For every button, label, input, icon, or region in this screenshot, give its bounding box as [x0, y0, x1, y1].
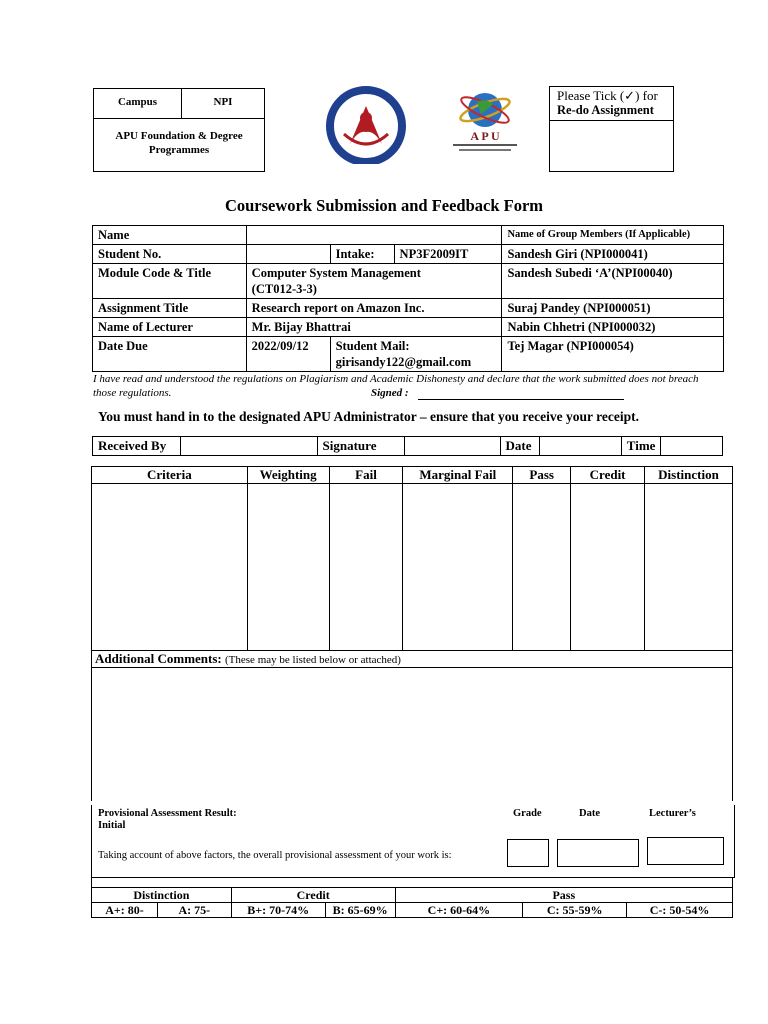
comments-header-row	[92, 651, 733, 668]
campus-label: Campus	[117, 96, 158, 108]
criteria-cell[interactable]	[92, 484, 248, 651]
group-member-4: Nabin Chhetri (NPI000032)	[502, 318, 724, 337]
student-no-row	[93, 245, 724, 264]
criteria-body-row	[92, 484, 733, 651]
band-pass: Pass	[395, 888, 732, 903]
module-title: Computer System Management	[251, 266, 421, 280]
name-label: Name	[93, 226, 247, 245]
lecturer-row	[93, 318, 724, 337]
comments-note: (These may be listed below or attached)	[225, 654, 401, 666]
range-c: C: 55-59%	[523, 903, 627, 918]
range-c-plus: C+: 60-64%	[395, 903, 523, 918]
pass-header: Pass	[513, 467, 571, 484]
redo-instruction: Please Tick (✓) for	[557, 88, 658, 103]
range-b-plus: B+: 70-74%	[231, 903, 325, 918]
group-member-1: Sandesh Giri (NPI000041)	[502, 245, 724, 264]
time-field[interactable]	[661, 437, 723, 456]
mail-value: girisandy122@gmail.com	[335, 355, 472, 369]
form-title: Coursework Submission and Feedback Form	[224, 196, 544, 215]
apu-logo-text: A P U	[470, 129, 500, 143]
comments-area[interactable]	[92, 668, 733, 802]
grade-bands-table	[91, 877, 733, 918]
infomax-logo	[326, 84, 406, 164]
pass-cell[interactable]	[513, 484, 571, 651]
due-row	[93, 337, 724, 372]
grades-spacer-row	[92, 878, 733, 888]
credit-header: Credit	[571, 467, 645, 484]
plagiarism-declaration: I have read and understood the regulations on Plagiarism and Academic Dishonesty and declare that the work submitted does not breach those regulations.	[93, 373, 699, 399]
receipt-table	[92, 436, 723, 456]
initial-text: Initial	[98, 820, 126, 831]
assessment-date-box[interactable]	[557, 839, 639, 867]
group-member-5: Tej Magar (NPI000054)	[502, 337, 724, 372]
band-distinction: Distinction	[92, 888, 232, 903]
criteria-table	[91, 466, 733, 801]
mail-label: Student Mail:	[335, 339, 410, 353]
name-row	[93, 226, 724, 245]
assessment-statement: Taking account of above factors, the overall provisional assessment of your work is:	[98, 850, 452, 861]
group-member-3: Suraj Pandey (NPI000051)	[502, 299, 724, 318]
fail-header: Fail	[329, 467, 403, 484]
lecturer-initial-box[interactable]	[647, 837, 724, 865]
date-field[interactable]	[540, 437, 621, 456]
assignment-value: Research report on Amazon Inc.	[246, 299, 502, 318]
range-c-minus: C-: 50-54%	[627, 903, 733, 918]
student-no-label: Student No.	[93, 245, 247, 264]
provisional-label	[98, 808, 237, 832]
grade-box[interactable]	[507, 839, 549, 867]
range-a-plus: A+: 80-	[92, 903, 158, 918]
range-b: B: 65-69%	[325, 903, 395, 918]
signed-label: Signed :	[371, 387, 409, 399]
intake-label: Intake:	[330, 245, 394, 264]
comments-label: Additional Comments:	[95, 651, 222, 666]
lecturer-value: Mr. Bijay Bhattrai	[246, 318, 502, 337]
student-no-field[interactable]	[246, 245, 330, 264]
signature-label: Signature	[317, 437, 405, 456]
weighting-cell[interactable]	[247, 484, 329, 651]
comments-body-row	[92, 668, 733, 802]
distinction-header: Distinction	[645, 467, 733, 484]
apu-logo	[443, 88, 528, 158]
marginal-fail-header: Marginal Fail	[403, 467, 513, 484]
assignment-row	[93, 299, 724, 318]
criteria-header-row	[92, 467, 733, 484]
group-members-header: Name of Group Members (If Applicable)	[502, 226, 724, 245]
received-by-label: Received By	[93, 437, 181, 456]
marginal-fail-cell[interactable]	[403, 484, 513, 651]
weighting-header: Weighting	[247, 467, 329, 484]
hand-in-notice: You must hand in to the designated APU Administrator – ensure that you receive your receipt.	[98, 409, 640, 424]
provisional-text: Provisional Assessment Result:	[98, 808, 237, 819]
range-a: A: 75-	[157, 903, 231, 918]
grade-ranges-row	[92, 903, 733, 918]
redo-box	[549, 86, 674, 172]
group-member-2: Sandesh Subedi ‘A’(NPI00040)	[502, 264, 724, 299]
distinction-cell[interactable]	[645, 484, 733, 651]
due-value: 2022/09/12	[246, 337, 330, 372]
credit-cell[interactable]	[571, 484, 645, 651]
receipt-row	[93, 437, 723, 456]
signature-field[interactable]	[405, 437, 500, 456]
module-row	[93, 264, 724, 299]
lecturer-label: Name of Lecturer	[93, 318, 247, 337]
date-label: Date	[500, 437, 540, 456]
programme-name: APU Foundation & Degree Programmes	[115, 130, 243, 156]
module-value	[246, 264, 502, 299]
redo-divider	[550, 120, 673, 121]
grades-spacer	[92, 878, 733, 888]
comments-header	[92, 651, 733, 668]
fail-cell[interactable]	[329, 484, 403, 651]
student-mail	[330, 337, 502, 372]
time-label: Time	[621, 437, 661, 456]
grade-bands-row	[92, 888, 733, 903]
student-details-table	[92, 225, 724, 372]
intake-value: NP3F2009IT	[394, 245, 502, 264]
band-credit: Credit	[231, 888, 395, 903]
due-label: Date Due	[93, 337, 247, 372]
module-code: (CT012-3-3)	[251, 282, 317, 296]
campus-value: NPI	[213, 96, 233, 108]
campus-box	[93, 88, 265, 172]
criteria-header: Criteria	[92, 467, 248, 484]
signature-line[interactable]	[418, 399, 624, 400]
module-label: Module Code & Title	[93, 264, 247, 299]
name-field[interactable]	[246, 226, 502, 245]
assignment-label: Assignment Title	[93, 299, 247, 318]
assessment-date-label: Date	[579, 808, 600, 819]
received-by-field[interactable]	[180, 437, 317, 456]
redo-label: Re-do Assignment	[557, 103, 654, 117]
assessment-area	[91, 805, 735, 878]
grade-label: Grade	[513, 808, 542, 819]
lecturer-initial-label: Lecturer’s	[649, 808, 696, 819]
